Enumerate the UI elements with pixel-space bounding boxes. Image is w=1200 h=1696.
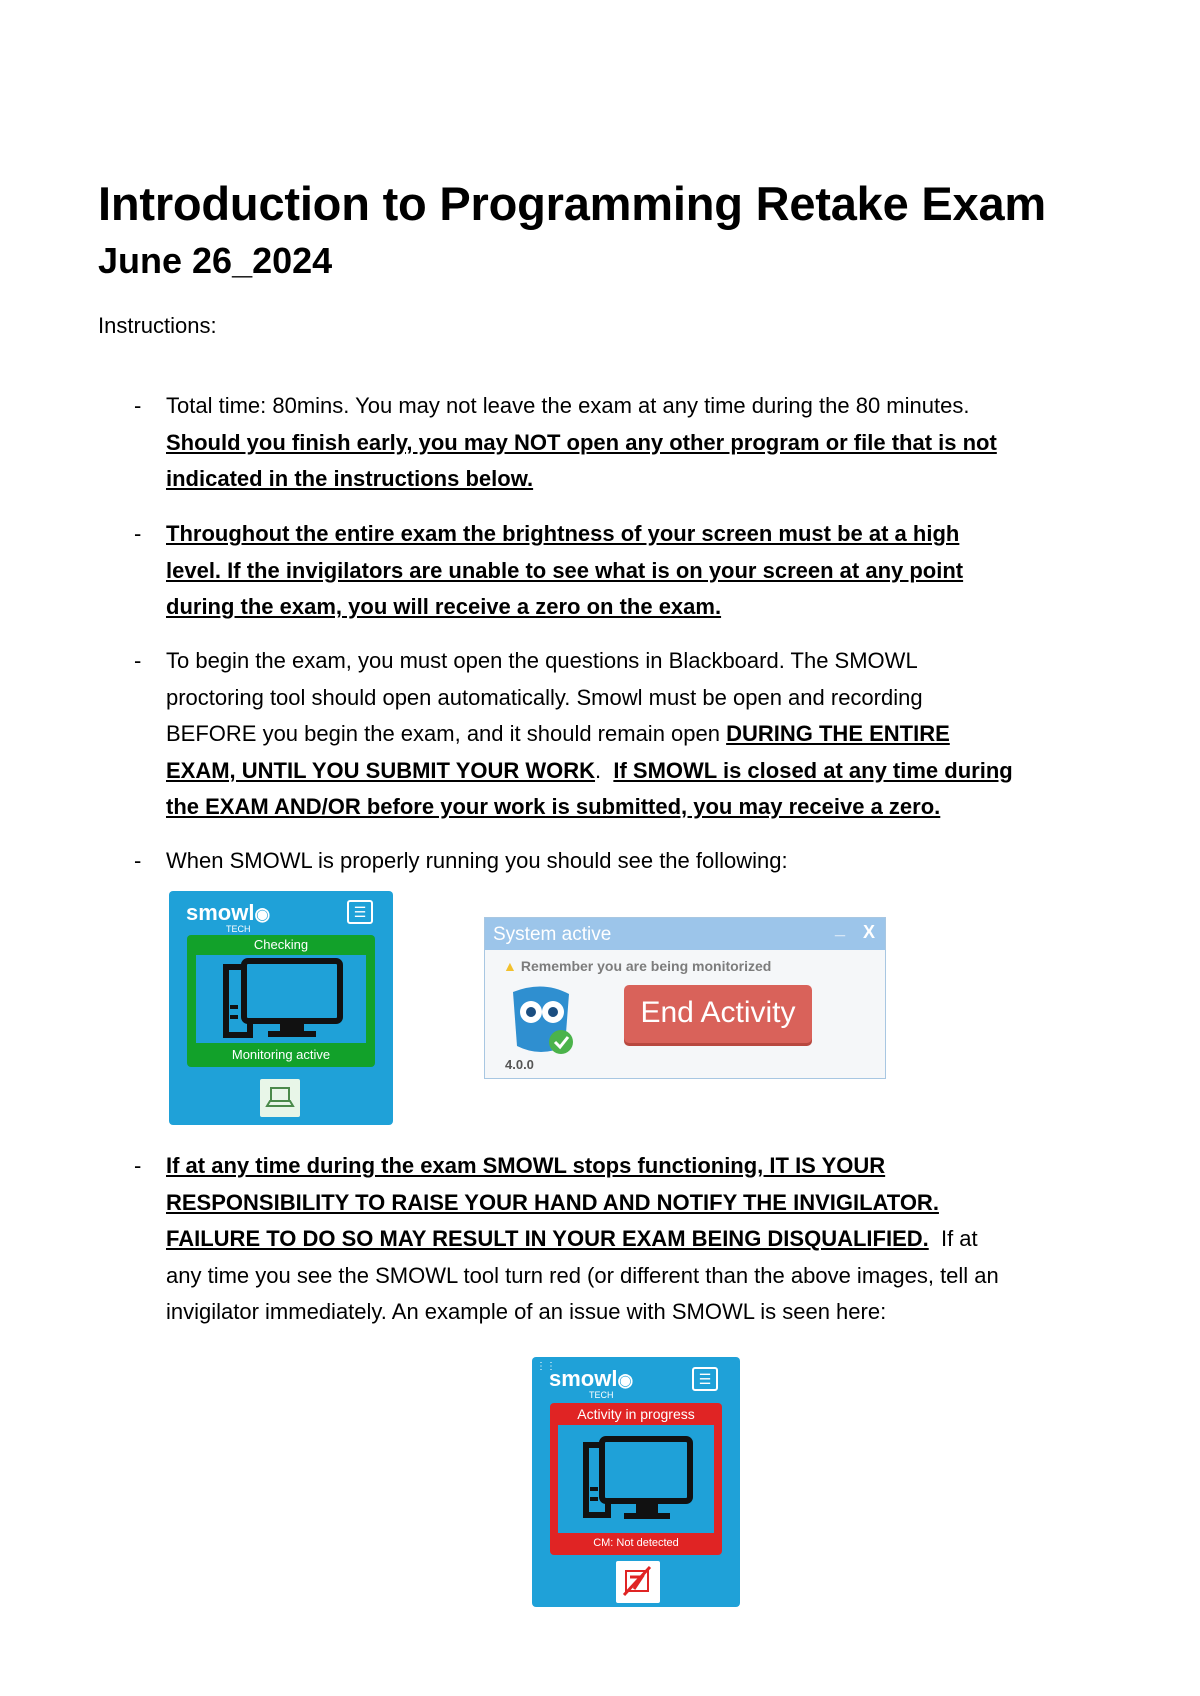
item-5-line-5: invigilator immediately. An example of an issue with SMOWL is seen here: (166, 1299, 887, 1324)
instructions-label: Instructions: (98, 313, 217, 338)
item-3-line-2: proctoring tool should open automatically. Smowl must be open and recording (166, 684, 923, 710)
bullet-dash: - (134, 1153, 142, 1178)
window-title: System active (493, 924, 612, 945)
item-2-line-3: during the exam, you will receive a zero on the exam. (166, 594, 722, 619)
status-bottom-label: Monitoring active (231, 1047, 331, 1062)
close-icon[interactable]: X (863, 922, 876, 942)
item-5-line-3-plain: If at (928, 1226, 978, 1251)
item-5-line-3-bold: FAILURE TO DO SO MAY RESULT IN YOUR EXAM BEING DISQUALIFIED. (166, 1226, 929, 1251)
bullet-dash: - (134, 393, 142, 418)
camera-disabled-icon (616, 1561, 660, 1603)
item-1-line-3: indicated in the instructions below. (166, 466, 534, 491)
status-frame-issue (550, 1403, 722, 1555)
item-3-line-4-bold: EXAM, UNTIL YOU SUBMIT YOUR WORK (166, 757, 596, 783)
warning-icon: ▲ (503, 958, 517, 974)
item-3-line-4 (166, 753, 1013, 790)
owl-icon: ◉ (254, 904, 271, 924)
smowl-logo (549, 1366, 634, 1400)
menu-icon[interactable]: ☰ (347, 900, 373, 924)
item-3-line-1: To begin the exam, you must open the questions in Blackboard. The SMOWL (166, 648, 918, 673)
smowl-owl-icon (503, 984, 583, 1060)
item-4-line-1: When SMOWL is properly running you should see the following: (166, 848, 788, 873)
computer-icon (558, 1425, 714, 1533)
item-5-line-1: If at any time during the exam SMOWL stops functioning, IT IS YOUR (166, 1153, 886, 1178)
item-1-line-1: Total time: 80mins. You may not leave the exam at any time during the 80 minutes. (166, 393, 970, 418)
warning-text: Remember you are being monitorized (520, 958, 772, 974)
bullet-dash: - (134, 848, 142, 873)
item-3-line-4-sep: . (595, 757, 614, 783)
status-inner (196, 955, 366, 1043)
status-inner (558, 1425, 714, 1533)
window-titlebar (485, 918, 885, 950)
smowl-widget-issue (532, 1357, 740, 1607)
item-1-line-2: Should you finish early, you may NOT open any other program or file that is not (166, 429, 997, 455)
menu-icon[interactable]: ☰ (692, 1367, 718, 1391)
computer-icon (196, 955, 366, 1043)
item-3-line-3-plain: BEFORE you begin the exam, and it should remain open (166, 721, 727, 746)
status-top-label: Checking (253, 937, 309, 952)
smowl-logo-text: smowl (186, 900, 255, 925)
laptop-tile (260, 1079, 300, 1117)
smowl-logo-text: smowl (549, 1366, 618, 1391)
item-3-line-3 (166, 716, 1013, 753)
smowl-tech-label: TECH (226, 924, 251, 934)
bullet-dash: - (134, 521, 142, 546)
item-5-line-3 (166, 1221, 999, 1258)
item-5-line-4: any time you see the SMOWL tool turn red (or different than the above images, tell an (166, 1262, 999, 1288)
laptop-icon (260, 1079, 300, 1117)
item-3-line-3-bold: DURING THE ENTIRE (726, 721, 950, 746)
minimize-icon[interactable]: _ (835, 918, 846, 938)
drag-handle-icon[interactable]: ⋮⋮ (536, 1361, 556, 1372)
smowl-logo (186, 900, 271, 934)
version-label: 4.0.0 (505, 1057, 534, 1072)
item-2-line-2: level. If the invigilators are unable to see what is on your screen at any point (166, 557, 964, 583)
page-title: Introduction to Programming Retake Exam (98, 177, 1047, 230)
cam-error-tile (616, 1561, 660, 1603)
page-subtitle: June 26_2024 (98, 240, 333, 281)
monitoring-warning (503, 958, 771, 974)
item-5-line-2: RESPONSIBILITY TO RAISE YOUR HAND AND NOTIFY THE INVIGILATOR. (166, 1189, 939, 1215)
status-top-label: Activity in progress (577, 1406, 695, 1422)
item-3-line-5: the EXAM AND/OR before your work is submitted, you may receive a zero. (166, 794, 941, 819)
end-activity-button[interactable]: End Activity (624, 985, 812, 1043)
owl-icon: ◉ (617, 1370, 634, 1390)
item-3-line-4-bold2: If SMOWL is closed at any time during (613, 757, 1013, 783)
status-frame-ok (187, 935, 375, 1067)
smowl-tech-label: TECH (589, 1390, 614, 1400)
bullet-dash: - (134, 648, 142, 673)
status-bottom-label: CM: Not detected (593, 1537, 679, 1549)
system-active-window (484, 917, 886, 1079)
smowl-widget-ok (169, 891, 393, 1125)
item-2-line-1: Throughout the entire exam the brightness of your screen must be at a high (166, 521, 960, 546)
